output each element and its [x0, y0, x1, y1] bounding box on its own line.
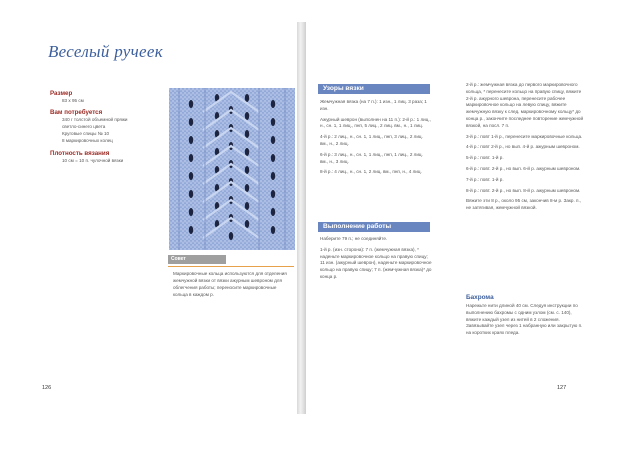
advice-divider	[168, 266, 294, 267]
instruction-row4: 4-й р.: повт 2-й р., но вып. 4-й р. ажурным шевроном.	[466, 144, 580, 150]
instruction-row7: 7-й р.: повт. 1-й р.	[466, 176, 504, 182]
pattern-pearl: Жемчужная вязка (на 7 п.): 1 изн., 1 лиц. 3 раза; 1 изн.	[320, 99, 427, 111]
patterns-heading: Узоры вязки	[323, 85, 364, 92]
pattern-chevron-row4: 4-й р.: 2 лиц., н., сн. 1, 1 лиц., пнп, 3 лиц., 2 лиц. вм., н., 2 лиц.	[320, 134, 423, 146]
material-line: 8 маркировочных колец	[62, 138, 113, 143]
size-heading: Размер	[50, 90, 73, 97]
work-column	[320, 236, 432, 285]
work-cast-on: Наберите 79 п.; не соединяйте.	[320, 236, 388, 241]
advice-header	[168, 255, 226, 264]
gauge-value: 10 см = 10 п. чулочной вязки	[62, 158, 124, 163]
left-page	[12, 22, 297, 414]
patterns-bar	[318, 84, 430, 94]
fringe-heading: Бахрома	[466, 294, 494, 301]
work-heading: Выполнение работы	[323, 223, 392, 230]
pattern-chevron-row6: 6-й р.: 3 лиц., н., сн. 1, 1 лиц., пнп, 1 лиц., 2 лиц. вм., н., 3 лиц.	[320, 151, 423, 164]
page-number-left: 126	[42, 385, 52, 391]
right-page	[306, 22, 595, 414]
instruction-row6: 6-й р.: повт. 2-й р., но вып. 6-й р. ажурным шевроном.	[466, 165, 581, 171]
knit-swatch-photo	[169, 88, 295, 250]
advice-heading: Совет	[171, 256, 186, 262]
material-line: светло-синего цвета	[62, 124, 106, 129]
advice-text: Маркировочные кольца используются для отделения жемчужной вязки от вязки ажурным шевроном для облегчения работы; переносите маркировочные кольца в каждом р.	[173, 271, 287, 297]
size-value: 83 x 95 см	[62, 98, 84, 103]
book-spread	[12, 22, 595, 414]
instruction-finish: Вяжите эти 8 р., около 95 см, закончив 8-м р. Закр. п., не затягивая, жемчужной вязкой.	[466, 198, 582, 211]
pattern-chevron-row2: Ажурный шеврон (выполнен на 11 п.): 2-й р.: 1 лиц., н., сн. 1, 1 лиц., пнп, 5 лиц., 2 лиц. вм., н., 1 лиц.	[320, 116, 431, 129]
material-line: 340 г толстой объемной пряжи	[62, 117, 128, 122]
instruction-row5: 5-й р.: повт. 1-й р.	[466, 155, 504, 161]
gauge-heading: Плотность вязания	[50, 150, 110, 157]
book-gutter	[297, 22, 306, 414]
knit-swatch-illustration	[169, 88, 295, 250]
patterns-column	[320, 99, 432, 180]
instruction-row8: 8-й р.: повт. 2-й р., но вып. 8-й р. ажурным шевроном.	[466, 187, 581, 193]
instruction-row2: 2-й р.: жемчужная вязка до первого маркировочного кольца, * перенесите кольцо на правую спицу, вяжите 2-й р. ажурного шеврона, перенесите рабочее маркировочное кольцо на левую спицу, вяжите жемчужную вязку к след. маркировочному кольцу* до конца р., закончите последнее повторение жемчужной вязкой, на посл. 7 п.	[466, 82, 584, 128]
instructions-column	[466, 82, 586, 216]
instruction-row3: 3-й р.: повт 1-й р., перенесите маркировочные кольца.	[466, 133, 583, 139]
advice-box	[168, 255, 294, 323]
material-line: Круговые спицы № 10	[62, 131, 110, 136]
fringe-text: Нарежьте нити длиной 40 см. Следуя инструкции по выполнению бахромы с одним узлом (см. с. 140), вяжите каждый узел из нитей в 2 сложения. Завязывайте узел через 1 набранную или закрытую п. на коротких краях пледа.	[466, 303, 583, 336]
page-number-right: 127	[557, 385, 567, 391]
materials-heading: Вам потребуется	[50, 109, 103, 116]
page-title: Веселый ручеек	[48, 42, 163, 61]
work-row1: 1-й р. (изн. сторона): 7 п. (жемчужная вязка), * наденьте маркировочное кольцо на правую спицу; 11 изн. (ажурный шеврон), наденьте маркировочное кольцо на правую спицу; 7 п. (жемчужная вязка)* до конца р.	[320, 246, 432, 279]
work-bar	[318, 222, 430, 232]
pattern-chevron-row8: 8-й р.: 4 лиц., н., сн. 1, 2 лиц. вм., пнп, н., 4 лиц.	[320, 169, 422, 175]
